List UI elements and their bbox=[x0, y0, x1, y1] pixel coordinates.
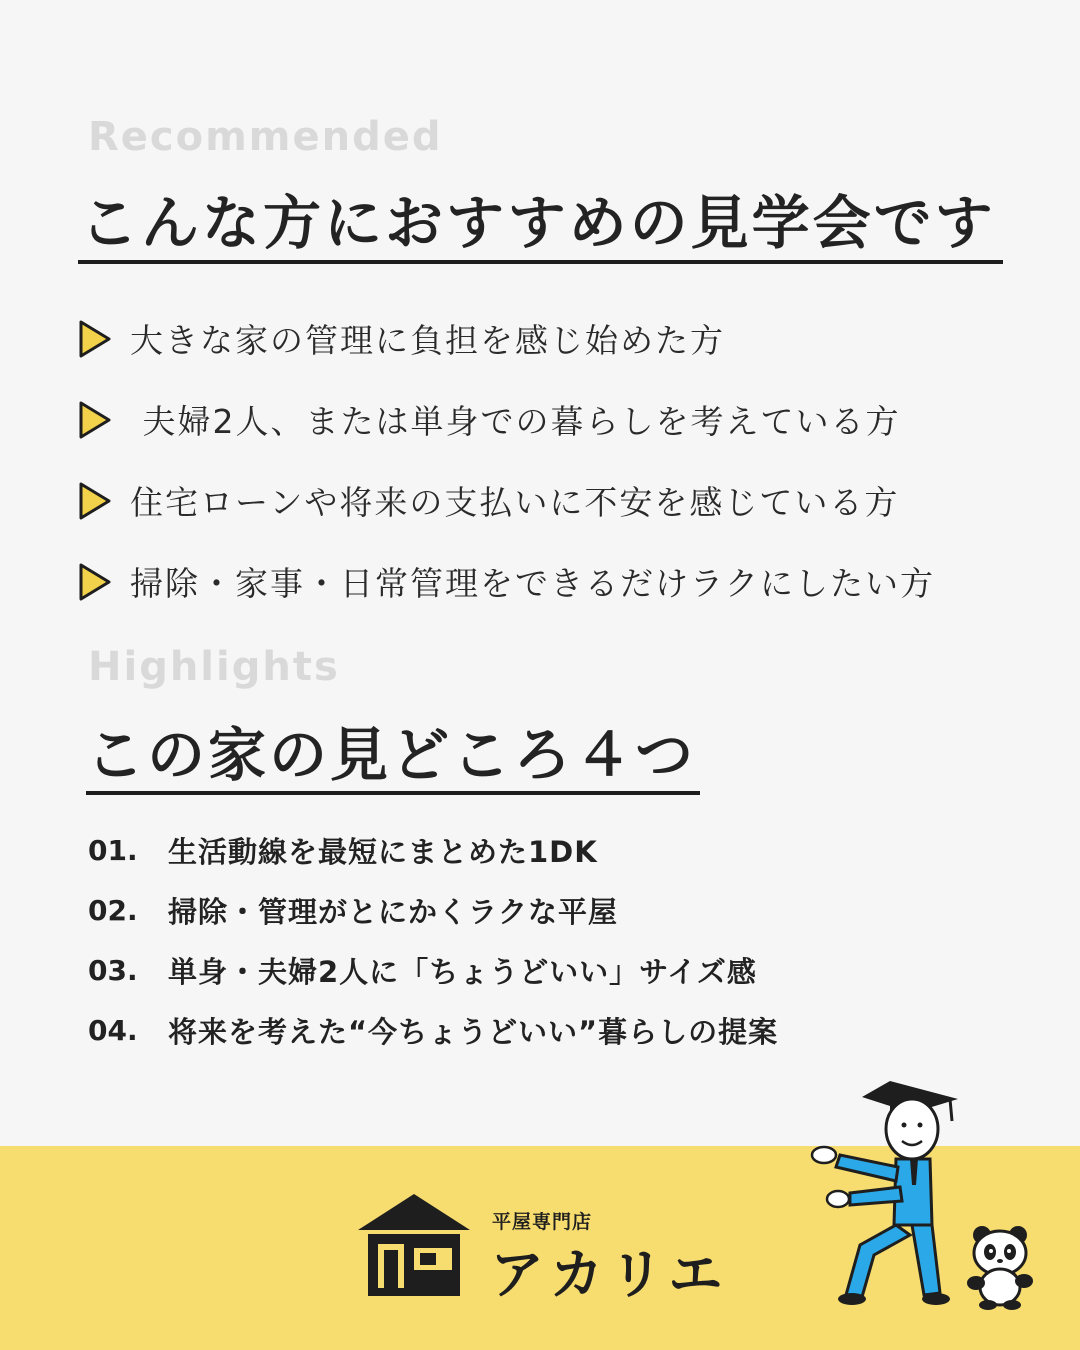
mascot-man-illustration bbox=[800, 1075, 970, 1310]
brand-subtitle: 平屋専門店 bbox=[492, 1211, 593, 1233]
triangle-bullet-icon bbox=[78, 319, 112, 359]
highlights-title: この家の見どころ４つ bbox=[86, 721, 697, 789]
list-item-text: 将来を考えた“今ちょうどいい”暮らしの提案 bbox=[168, 1014, 779, 1049]
list-item bbox=[88, 1000, 778, 1060]
list-item-number: 03. bbox=[88, 953, 138, 987]
list-item-text: 夫婦2人、または単身での暮らしを考えている方 bbox=[130, 402, 901, 441]
list-item-text: 住宅ローンや将来の支払いに不安を感じている方 bbox=[130, 483, 900, 522]
list-item-number: 04. bbox=[88, 1013, 138, 1047]
panda-illustration bbox=[960, 1225, 1040, 1310]
list-item-text: 掃除・管理がとにかくラクな平屋 bbox=[168, 894, 619, 929]
recommended-eyebrow: Recommended bbox=[88, 114, 443, 160]
list-item bbox=[88, 880, 778, 940]
list-item bbox=[78, 541, 935, 622]
triangle-bullet-icon bbox=[78, 562, 112, 602]
house-logo-icon bbox=[354, 1190, 474, 1302]
list-item-text: 大きな家の管理に負担を感じ始めた方 bbox=[130, 321, 725, 360]
recommended-divider bbox=[78, 260, 1003, 264]
list-item-text: 生活動線を最短にまとめた1DK bbox=[168, 834, 598, 869]
highlights-list bbox=[88, 820, 778, 1060]
list-item-text: 単身・夫婦2人に「ちょうどいい」サイズ感 bbox=[168, 954, 757, 989]
highlights-divider bbox=[86, 791, 700, 795]
list-item-text: 掃除・家事・日常管理をできるだけラクにしたい方 bbox=[130, 564, 935, 603]
recommended-title: こんな方におすすめの見学会です bbox=[80, 189, 996, 257]
list-item-number: 02. bbox=[88, 893, 138, 927]
list-item bbox=[88, 940, 778, 1000]
list-item bbox=[78, 460, 935, 541]
list-item-number: 01. bbox=[88, 833, 138, 867]
list-item bbox=[88, 820, 778, 880]
list-item bbox=[78, 379, 935, 460]
triangle-bullet-icon bbox=[78, 400, 112, 440]
triangle-bullet-icon bbox=[78, 481, 112, 521]
brand-name: アカリエ bbox=[490, 1243, 729, 1306]
highlights-eyebrow: Highlights bbox=[88, 644, 340, 690]
list-item bbox=[78, 298, 935, 379]
recommended-list bbox=[78, 298, 935, 622]
